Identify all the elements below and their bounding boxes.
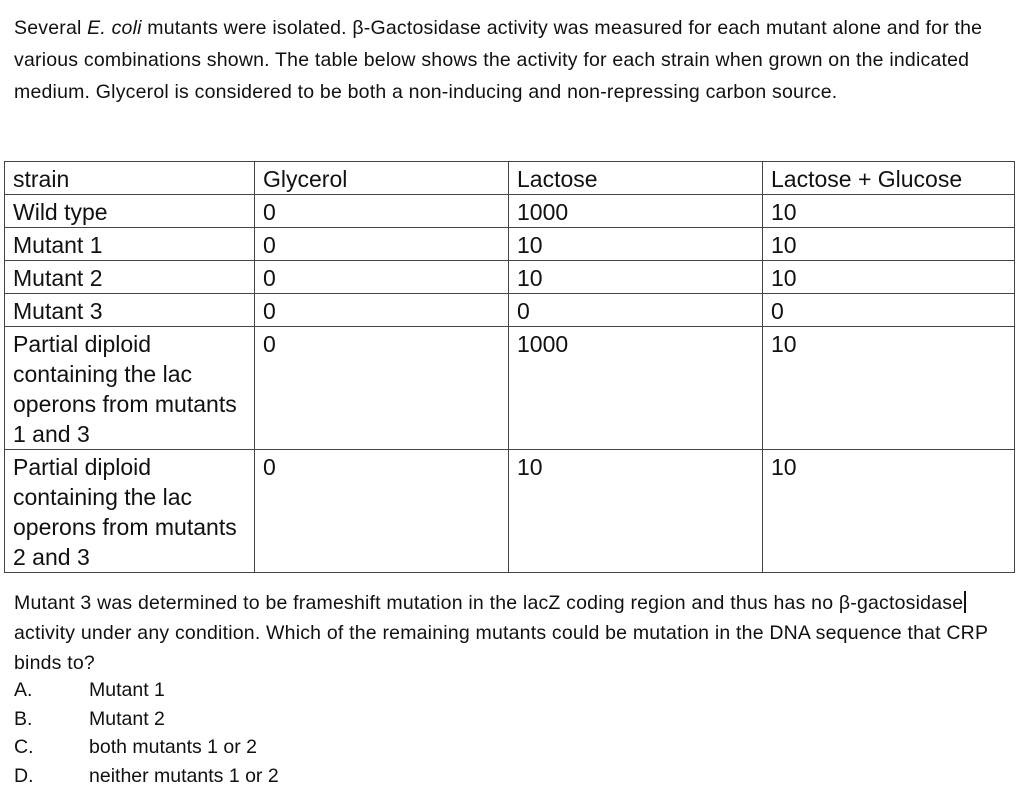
question-paragraph[interactable] xyxy=(14,588,1004,678)
organism-name: E. coli xyxy=(87,17,142,39)
table-row xyxy=(5,195,1015,228)
cell-lactose: 10 xyxy=(509,450,763,573)
cell-strain: Mutant 3 xyxy=(5,294,255,327)
table-row xyxy=(5,294,1015,327)
cell-lactose-glucose: 10 xyxy=(763,327,1015,450)
cell-lactose: 1000 xyxy=(509,327,763,450)
choice-text: Mutant 1 xyxy=(89,679,165,701)
choice-c[interactable] xyxy=(14,733,614,762)
cell-lactose-glucose: 10 xyxy=(763,450,1015,573)
table-row xyxy=(5,327,1015,450)
choice-b[interactable] xyxy=(14,705,614,734)
cell-strain: Partial diploid containing the lac operons from mutants 1 and 3 xyxy=(5,327,255,450)
cell-lactose-glucose: 10 xyxy=(763,261,1015,294)
cell-strain: Mutant 2 xyxy=(5,261,255,294)
choice-text: both mutants 1 or 2 xyxy=(89,736,258,758)
choice-letter: D. xyxy=(14,764,34,787)
choice-text: neither mutants 1 or 2 xyxy=(89,764,279,787)
choice-letter: B. xyxy=(14,707,33,730)
cell-strain: Wild type xyxy=(5,195,255,228)
header-strain: strain xyxy=(5,162,255,195)
table-row xyxy=(5,228,1015,261)
cell-glycerol: 0 xyxy=(255,450,509,573)
activity-table xyxy=(4,161,1015,573)
choice-letter: A. xyxy=(14,679,33,701)
table-row xyxy=(5,450,1015,573)
cell-lactose: 10 xyxy=(509,261,763,294)
cell-strain: Partial diploid containing the lac operons from mutants 2 and 3 xyxy=(5,450,255,573)
cell-lactose: 10 xyxy=(509,228,763,261)
question-text-start: Mutant 3 was determined to be frameshift mutation in the lacZ coding region and thus has no β-gactosidase xyxy=(14,592,964,614)
choice-text: Mutant 2 xyxy=(89,707,165,730)
answer-choices xyxy=(14,676,614,790)
cell-lactose-glucose: 0 xyxy=(763,294,1015,327)
choice-d[interactable] xyxy=(14,762,614,791)
cell-lactose: 0 xyxy=(509,294,763,327)
table-row xyxy=(5,261,1015,294)
question-text-end: activity under any condition. Which of the remaining mutants could be mutation in the DNA sequence that CRP binds to? xyxy=(14,622,988,674)
cell-lactose-glucose: 10 xyxy=(763,195,1015,228)
cell-glycerol: 0 xyxy=(255,261,509,294)
cell-glycerol: 0 xyxy=(255,195,509,228)
text-cursor xyxy=(964,591,966,613)
header-lactose-glucose: Lactose + Glucose xyxy=(763,162,1015,195)
cell-lactose-glucose: 10 xyxy=(763,228,1015,261)
choice-a[interactable] xyxy=(14,676,614,705)
cell-glycerol: 0 xyxy=(255,294,509,327)
choice-letter: C. xyxy=(14,736,34,758)
intro-paragraph xyxy=(14,12,1014,108)
cell-glycerol: 0 xyxy=(255,228,509,261)
cell-strain: Mutant 1 xyxy=(5,228,255,261)
table-header-row xyxy=(5,162,1015,195)
intro-text-rest: mutants were isolated. β-Gactosidase activity was measured for each mutant alone and for the various combinations shown. The table below shows the activity for each strain when grown on the indicated medium. Glycerol is considered to be both a non-inducing and non-repressing carbon source. xyxy=(14,17,983,103)
cell-lactose: 1000 xyxy=(509,195,763,228)
header-glycerol: Glycerol xyxy=(255,162,509,195)
intro-text-start: Several xyxy=(14,17,88,39)
header-lactose: Lactose xyxy=(509,162,763,195)
cell-glycerol: 0 xyxy=(255,327,509,450)
